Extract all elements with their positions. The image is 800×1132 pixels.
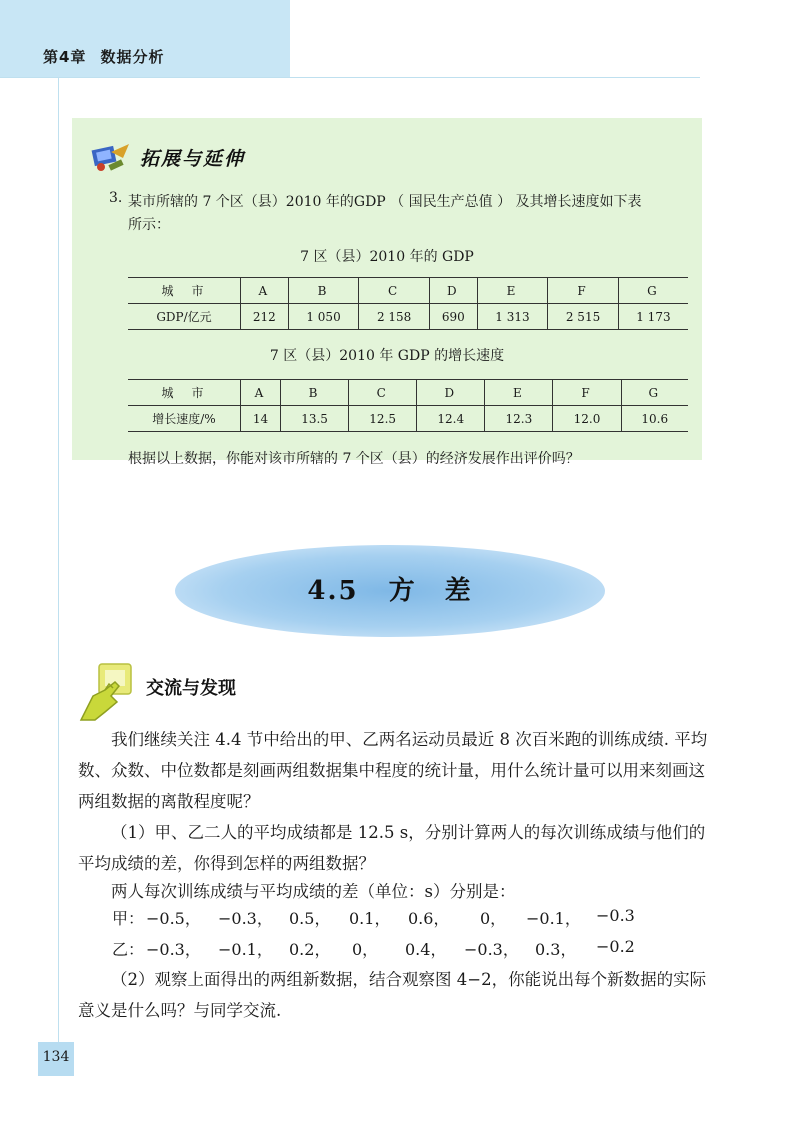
table-cell: A [241, 278, 289, 304]
exchange-heading: 交流与发现 [146, 678, 236, 699]
table-cell: F [548, 278, 619, 304]
table-cell: 2 158 [359, 304, 430, 330]
table-cell: 1 173 [618, 304, 688, 330]
gdp-table [128, 277, 688, 330]
section-name: 方 差 [388, 576, 473, 606]
table-cell: C [359, 278, 430, 304]
chapter-name: 数据分析 [100, 48, 165, 66]
extension-icon [89, 140, 131, 174]
extension-heading: 拓展与延伸 [140, 148, 246, 170]
question-2-paragraph: （2）观察上面得出的两组新数据，结合观察图 4−2，你能说出每个新数据的实际意义是什么吗？与同学交流. [78, 970, 707, 1020]
table2-caption: 7 区（县）2010 年 GDP 的增长速度 [269, 348, 505, 364]
table-cell: 690 [429, 304, 477, 330]
yi-value: −0.1， [218, 940, 273, 959]
table-cell: 12.3 [485, 406, 553, 432]
table-row [128, 406, 688, 432]
table1-caption: 7 区（县）2010 年的 GDP [300, 249, 474, 265]
section-title [175, 570, 605, 607]
table-cell: D [429, 278, 477, 304]
yi-value: −0.2 [596, 937, 635, 956]
jia-value: 0， [480, 909, 507, 928]
question-1-paragraph: （1）甲、乙二人的平均成绩都是 12.5 s，分别计算两人的每次训练成绩与他们的平均成绩的差，你得到怎样的两组数据？ [78, 823, 706, 873]
table-cell: F [553, 380, 621, 406]
jia-value: 0.1， [349, 909, 391, 928]
table-cell: 1 050 [288, 304, 359, 330]
table-cell: 12.0 [553, 406, 621, 432]
table-cell: G [618, 278, 688, 304]
table-cell: 2 515 [548, 304, 619, 330]
question-number: 3. [109, 190, 123, 206]
table-cell: E [485, 380, 553, 406]
table-cell: A [241, 380, 281, 406]
table-cell: 14 [241, 406, 281, 432]
table-cell: GDP/亿元 [128, 304, 241, 330]
jia-value: 0.5， [289, 909, 331, 928]
table-cell: 10.6 [621, 406, 688, 432]
jia-differences-row [112, 906, 672, 928]
jia-value: −0.3， [218, 909, 273, 928]
differences-intro: 两人每次训练成绩与平均成绩的差（单位：s）分别是： [111, 882, 516, 901]
table-cell: E [477, 278, 548, 304]
table-cell: 13.5 [281, 406, 349, 432]
table-header-row [128, 278, 688, 304]
table-header-row [128, 380, 688, 406]
table-cell: 12.4 [417, 406, 485, 432]
section-number: 4.5 [307, 576, 359, 606]
yi-label: 乙： [112, 940, 145, 959]
yi-value: −0.3， [146, 940, 201, 959]
chapter-number: 第4章 [43, 48, 87, 66]
table-cell: 1 313 [477, 304, 548, 330]
chapter-title [43, 46, 164, 67]
growth-table [128, 379, 688, 432]
header-divider [0, 77, 700, 78]
table-cell: G [621, 380, 688, 406]
table-cell: 12.5 [349, 406, 417, 432]
evaluation-question: 根据以上数据，你能对该市所辖的 7 个区（县）的经济发展作出评价吗？ [128, 451, 580, 467]
yi-value: 0.3， [535, 940, 577, 959]
jia-value: −0.3 [596, 906, 635, 925]
question-text-line1: 某市所辖的 7 个区（县）2010 年的GDP （ 国民生产总值 ） 及其增长速度如下表 [128, 194, 642, 210]
table-cell: 城 市 [128, 278, 241, 304]
table-cell: 增长速度/% [128, 406, 241, 432]
jia-value: −0.5， [146, 909, 201, 928]
jia-value: 0.6， [408, 909, 450, 928]
question-text-line2: 所示： [128, 217, 170, 233]
jia-label: 甲： [112, 909, 145, 928]
table-row [128, 304, 688, 330]
table-cell: D [417, 380, 485, 406]
yi-value: −0.3， [464, 940, 519, 959]
page-number: 134 [42, 1049, 70, 1065]
margin-divider [58, 77, 59, 1042]
yi-value: 0.2， [289, 940, 331, 959]
yi-differences-row [112, 937, 672, 959]
hand-pointer-icon [75, 662, 135, 724]
table-cell: C [349, 380, 417, 406]
table-cell: 城 市 [128, 380, 241, 406]
table-cell: B [288, 278, 359, 304]
jia-value: −0.1， [526, 909, 581, 928]
table-cell: B [281, 380, 349, 406]
intro-paragraph: 我们继续关注 4.4 节中给出的甲、乙两名运动员最近 8 次百米跑的训练成绩. 平均数、众数、中位数都是刻画两组数据集中程度的统计量，用什么统计量可以用来刻画这两组数据的离散程度呢？ [78, 730, 708, 811]
yi-value: 0， [352, 940, 379, 959]
table-cell: 212 [241, 304, 289, 330]
yi-value: 0.4， [405, 940, 447, 959]
